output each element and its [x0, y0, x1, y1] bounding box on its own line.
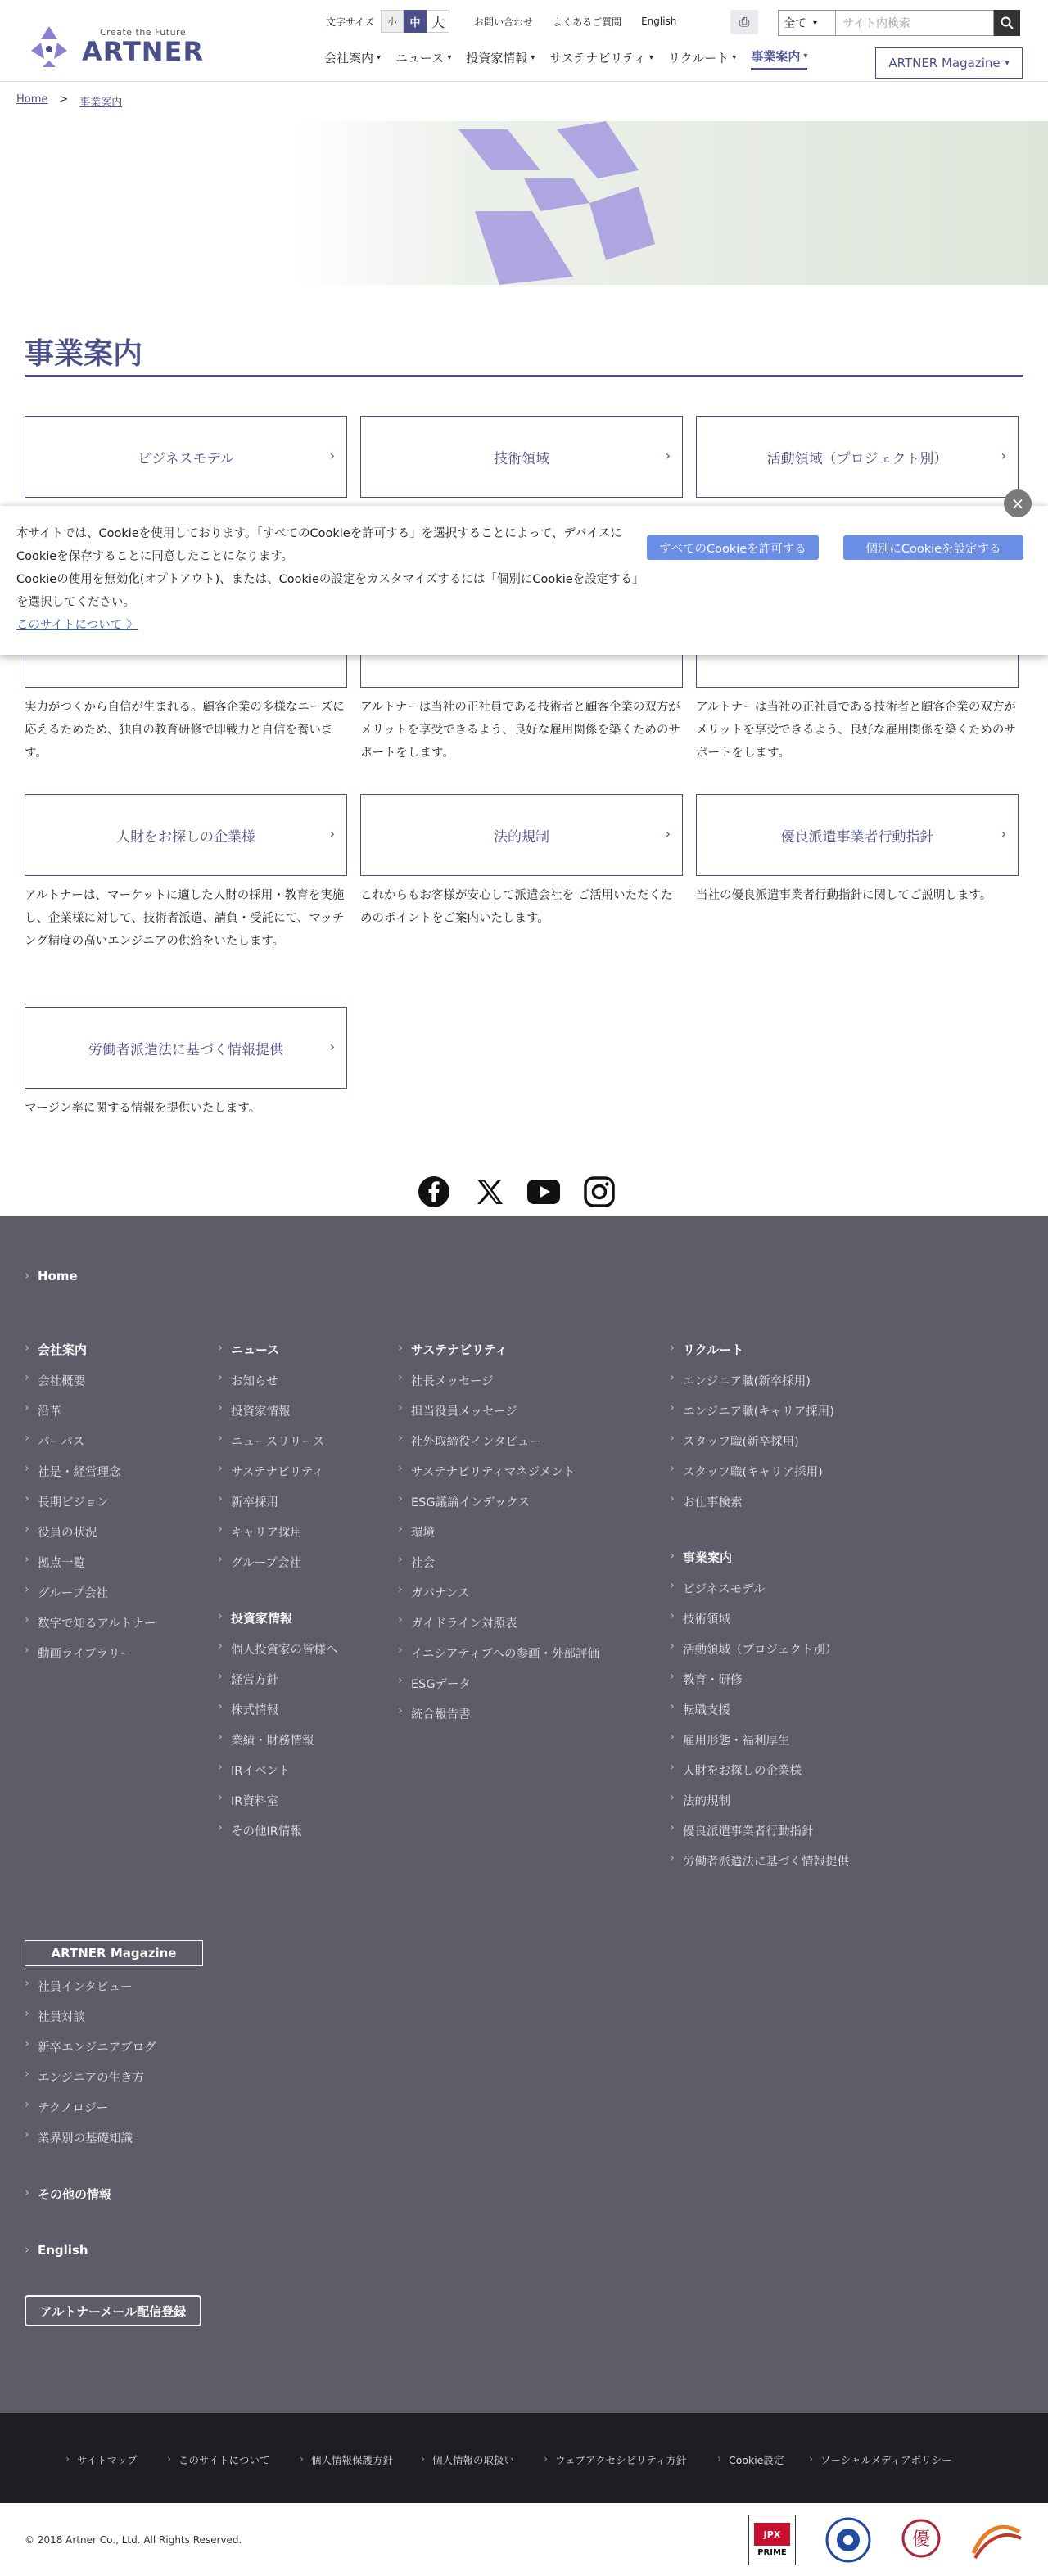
- x-twitter-icon[interactable]: [473, 1175, 506, 1208]
- footer-link[interactable]: › 社会: [411, 1554, 435, 1571]
- card-business-model[interactable]: ビジネスモデル ›: [25, 416, 347, 498]
- card-legal[interactable]: 法的規制 ›: [360, 794, 683, 876]
- footer-link[interactable]: › 環境: [411, 1523, 435, 1541]
- footer-link[interactable]: › エンジニア職(キャリア採用): [683, 1402, 834, 1419]
- svg-text:優: 優: [911, 2529, 931, 2550]
- footer-link[interactable]: › 数字で知るアルトナー: [38, 1614, 156, 1631]
- footer-link[interactable]: › 沿革: [38, 1402, 61, 1419]
- footer-link[interactable]: › お仕事検索: [683, 1493, 743, 1510]
- footer-link[interactable]: › 社是・経営理念: [38, 1463, 121, 1480]
- privacy-mark-icon: [819, 2515, 878, 2565]
- footer-ir-head[interactable]: › 投資家情報: [231, 1609, 292, 1626]
- footer-link[interactable]: › 株式情報: [231, 1701, 278, 1718]
- personal-info-link[interactable]: › 個人情報の取扱い: [432, 2452, 514, 2467]
- search-scope-select[interactable]: 全て ▾: [778, 10, 835, 36]
- footer-sustainability-head[interactable]: › サステナビリティ: [411, 1341, 508, 1358]
- footer-link[interactable]: › スタッフ職(キャリア採用): [683, 1463, 823, 1480]
- search-input[interactable]: サイト内検索: [835, 10, 994, 36]
- font-size-large-button[interactable]: 大: [427, 10, 449, 33]
- footer-link[interactable]: › パーパス: [38, 1432, 84, 1450]
- accessibility-link[interactable]: › ウェブアクセシビリティ方針: [555, 2452, 686, 2467]
- chevron-down-icon: ▾: [649, 52, 654, 62]
- footer-english-link[interactable]: › English: [38, 2243, 88, 2258]
- nav-news[interactable]: ニュース ▾: [395, 50, 452, 65]
- font-size-medium-button[interactable]: 中: [404, 10, 427, 33]
- footer-link[interactable]: › 社員インタビュー: [38, 1978, 132, 1995]
- chevron-down-icon: ▾: [803, 52, 808, 61]
- copyright-area: [0, 2503, 1048, 2576]
- nav-company[interactable]: 会社案内 ▾: [324, 50, 382, 65]
- contact-link[interactable]: お問い合わせ: [474, 16, 534, 28]
- footer-link[interactable]: › グループ会社: [231, 1554, 301, 1571]
- cookie-message: 本サイトでは、Cookieを使用しております。「すべてのCookieを許可する」を選択することによって、デバイスにCookieを保存することに同意したことになります。 Cookieの使用を無効化(オプトアウト)、または、Cookieの設定をカスタマイズするには「個別にCookieを設定する」を選択してください。 このサイトについて 》: [16, 522, 647, 637]
- footer-link[interactable]: › 転職支援: [683, 1701, 730, 1718]
- footer-link[interactable]: › ESG議論インデックス: [411, 1493, 530, 1510]
- english-link[interactable]: English: [641, 16, 677, 27]
- page-title: 事業案内: [25, 337, 143, 371]
- footer-link[interactable]: › キャリア採用: [231, 1523, 302, 1541]
- footer-link[interactable]: › 新卒エンジニアブログ: [38, 2038, 156, 2055]
- chevron-down-icon: ▾: [377, 52, 382, 62]
- font-size-label: 文字サイズ: [326, 16, 375, 28]
- chevron-right-icon: ›: [329, 448, 335, 463]
- site-footer: [0, 1216, 1048, 2413]
- chevron-down-icon: ▾: [732, 52, 737, 62]
- footer-link[interactable]: › 社員対談: [38, 2008, 85, 2025]
- footer-link[interactable]: › ガイドライン対照表: [411, 1614, 517, 1631]
- card-description: マージン率に関する情報を提供いたします。: [25, 1102, 261, 1115]
- card-description: 当社の優良派遣事業者行動指針に関してご説明します。: [696, 889, 992, 902]
- footer-link[interactable]: › イニシアティブへの参画・外部評価: [411, 1644, 599, 1662]
- footer-link[interactable]: › ESGデータ: [411, 1675, 471, 1692]
- nav-sustainability[interactable]: サステナビリティ ▾: [549, 50, 654, 65]
- mail-subscribe-button[interactable]: アルトナーメール配信登録: [25, 2295, 201, 2326]
- footer-link[interactable]: › 活動領域（プロジェクト別）: [683, 1640, 837, 1658]
- card-description: これからもお客様が安心して派遣会社を ご活用いただくためのポイントをご案内いたします。: [360, 889, 673, 925]
- footer-bottom-bar: [0, 2413, 1048, 2503]
- faq-link[interactable]: よくあるご質問: [553, 16, 622, 28]
- chevron-down-icon: ▾: [531, 52, 535, 62]
- footer-link[interactable]: › 役員の状況: [38, 1523, 97, 1541]
- footer-link[interactable]: › IR資料室: [231, 1792, 278, 1809]
- print-icon[interactable]: ⎙: [730, 10, 758, 34]
- nav-ir[interactable]: 投資家情報 ▾: [466, 50, 535, 65]
- footer-link[interactable]: › エンジニアの生き方: [38, 2068, 144, 2086]
- footer-link[interactable]: › 会社概要: [38, 1372, 85, 1389]
- card-description: アルトナーは当社の正社員である技術者と顧客企業の双方がメリットを享受できるよう、良好な雇用関係を築くためのサポートをします。: [360, 701, 680, 760]
- site-header: [0, 0, 1048, 82]
- artner-magazine-button[interactable]: ARTNER Magazine ▾: [875, 47, 1023, 79]
- chevron-right-icon: ›: [329, 1039, 335, 1054]
- footer-link[interactable]: › 優良派遣事業者行動指針: [683, 1822, 814, 1839]
- yuryo-haken-badge: [892, 2515, 950, 2565]
- footer-link[interactable]: › ビジネスモデル: [683, 1580, 765, 1597]
- footer-link[interactable]: › 業績・財務情報: [231, 1731, 314, 1748]
- artner-logo-mark-icon: [23, 23, 75, 69]
- global-nav: [324, 47, 822, 70]
- card-projects[interactable]: 活動領域（プロジェクト別） ›: [696, 416, 1019, 498]
- footer-other-info-link[interactable]: › その他の情報: [38, 2186, 111, 2203]
- nav-recruit[interactable]: リクルート ▾: [668, 50, 737, 65]
- footer-link[interactable]: › 雇用形態・福利厚生: [683, 1731, 790, 1748]
- hero-image: [0, 121, 1048, 285]
- footer-link[interactable]: › 技術領域: [683, 1610, 730, 1627]
- customize-cookies-button[interactable]: 個別にCookieを設定する: [843, 535, 1023, 560]
- chevron-right-icon: ›: [1001, 826, 1006, 841]
- breadcrumb: [16, 93, 122, 109]
- footer-link[interactable]: › 教育・研修: [683, 1671, 743, 1688]
- card-dispatch-info[interactable]: 労働者派遣法に基づく情報提供 ›: [25, 1007, 347, 1089]
- footer-link[interactable]: › エンジニア職(新卒採用): [683, 1372, 811, 1389]
- card-guidelines[interactable]: 優良派遣事業者行動指針 ›: [696, 794, 1019, 876]
- nav-business[interactable]: 事業案内 ▾: [751, 47, 807, 70]
- footer-link[interactable]: › その他IR情報: [231, 1822, 302, 1839]
- about-site-footer-link[interactable]: › このサイトについて: [178, 2452, 269, 2467]
- privacy-policy-link[interactable]: › 個人情報保護方針: [311, 2452, 393, 2467]
- footer-home-link[interactable]: › Home: [38, 1269, 78, 1283]
- logo-tagline: Create the Future: [99, 26, 187, 38]
- social-media-policy-link[interactable]: › ソーシャルメディアポリシー: [820, 2452, 952, 2467]
- card-description: アルトナーは当社の正社員である技術者と顧客企業の双方がメリットを享受できるよう、良好な雇用関係を築くためのサポートをします。: [696, 701, 1016, 760]
- footer-link[interactable]: › サステナビリティマネジメント: [411, 1463, 575, 1480]
- footer-link[interactable]: › 長期ビジョン: [38, 1493, 109, 1510]
- cookie-close-icon[interactable]: ×: [1004, 489, 1032, 517]
- logo-name: ARTNER: [82, 35, 205, 67]
- footer-recruit-head[interactable]: › リクルート: [683, 1341, 743, 1358]
- footer-link[interactable]: › IRイベント: [231, 1762, 290, 1779]
- facebook-icon[interactable]: [418, 1175, 450, 1208]
- card-description: 実力がつくから自信が生まれる。顧客企業の多様なニーズに応えるためため、独自の教育研修で即戦力と自信を養います。: [25, 701, 345, 760]
- footer-link[interactable]: › 労働者派遣法に基づく情報提供: [683, 1852, 849, 1870]
- footer-link[interactable]: › 動画ライブラリー: [38, 1644, 132, 1662]
- jpx-prime-badge: JPX PRIME: [748, 2515, 796, 2565]
- footer-magazine-button[interactable]: ARTNER Magazine: [25, 1940, 203, 1966]
- footer-link[interactable]: › ニュースリリース: [231, 1432, 325, 1450]
- footer-link[interactable]: › 業界別の基礎知識: [38, 2129, 133, 2146]
- chevron-down-icon: ▾: [447, 52, 452, 62]
- footer-link[interactable]: › 経営方針: [231, 1671, 278, 1688]
- sitemap-link[interactable]: › サイトマップ: [77, 2452, 138, 2467]
- footer-business-head[interactable]: › 事業案内: [683, 1549, 732, 1566]
- youtube-icon[interactable]: [527, 1175, 560, 1208]
- footer-link[interactable]: › 拠点一覧: [38, 1554, 85, 1571]
- search-icon[interactable]: [994, 10, 1020, 36]
- footer-link[interactable]: › グループ会社: [38, 1584, 108, 1601]
- footer-link[interactable]: › お知らせ: [231, 1372, 278, 1389]
- footer-link[interactable]: › 統合報告書: [411, 1705, 471, 1722]
- footer-link[interactable]: › 個人投資家の皆様へ: [231, 1640, 338, 1658]
- copyright: © 2018 Artner Co., Ltd. All Rights Reserved.: [25, 2534, 242, 2546]
- card-description: アルトナーは、マーケットに適した人財の採用・教育を実施し、企業様に対して、技術者派遣、請負・受託にて、マッチング精度の高いエンジニアの供給をいたします。: [25, 889, 345, 948]
- site-search: [778, 10, 1020, 36]
- chevron-right-icon: ›: [329, 826, 335, 841]
- footer-link[interactable]: › 人財をお探しの企業様: [683, 1762, 802, 1779]
- card-technology[interactable]: 技術領域 ›: [360, 416, 683, 498]
- cookie-settings-link[interactable]: › Cookie設定: [729, 2452, 784, 2467]
- footer-link[interactable]: › 投資家情報: [231, 1402, 291, 1419]
- footer-link[interactable]: › 社外取締役インタビュー: [411, 1432, 541, 1450]
- footer-company-head[interactable]: › 会社案内: [38, 1341, 87, 1358]
- breadcrumb-home[interactable]: Home: [16, 93, 48, 106]
- card-for-companies[interactable]: 人財をお探しの企業様 ›: [25, 794, 347, 876]
- footer-news-head[interactable]: › ニュース: [231, 1341, 279, 1358]
- instagram-icon[interactable]: [583, 1175, 616, 1208]
- footer-link[interactable]: › ガバナンス: [411, 1584, 469, 1601]
- chevron-right-icon: ›: [1001, 448, 1006, 463]
- chevron-right-icon: ›: [665, 826, 671, 841]
- footer-link[interactable]: › 新卒採用: [231, 1493, 278, 1510]
- footer-link[interactable]: › 社長メッセージ: [411, 1372, 494, 1389]
- cookie-banner: [0, 506, 1048, 655]
- footer-link[interactable]: › 法的規制: [683, 1792, 730, 1809]
- accept-all-cookies-button[interactable]: すべてのCookieを許可する: [647, 535, 819, 560]
- breadcrumb-separator: >: [59, 93, 69, 106]
- site-logo[interactable]: [23, 23, 204, 69]
- about-site-link[interactable]: このサイトについて 》: [16, 619, 138, 632]
- font-size-small-button[interactable]: 小: [381, 10, 404, 33]
- chevron-right-icon: ›: [665, 448, 671, 463]
- footer-link[interactable]: › サステナビリティ: [231, 1463, 324, 1480]
- breadcrumb-current[interactable]: 事業案内: [79, 97, 123, 109]
- health-management-badge-icon: [964, 2515, 1027, 2565]
- title-divider: [25, 375, 1023, 377]
- footer-link[interactable]: › スタッフ職(新卒採用): [683, 1432, 799, 1450]
- utility-bar: [326, 10, 676, 33]
- footer-link[interactable]: › テクノロジー: [38, 2099, 108, 2116]
- hero-logo-mark-icon: [0, 121, 1048, 285]
- footer-link[interactable]: › 担当役員メッセージ: [411, 1402, 517, 1419]
